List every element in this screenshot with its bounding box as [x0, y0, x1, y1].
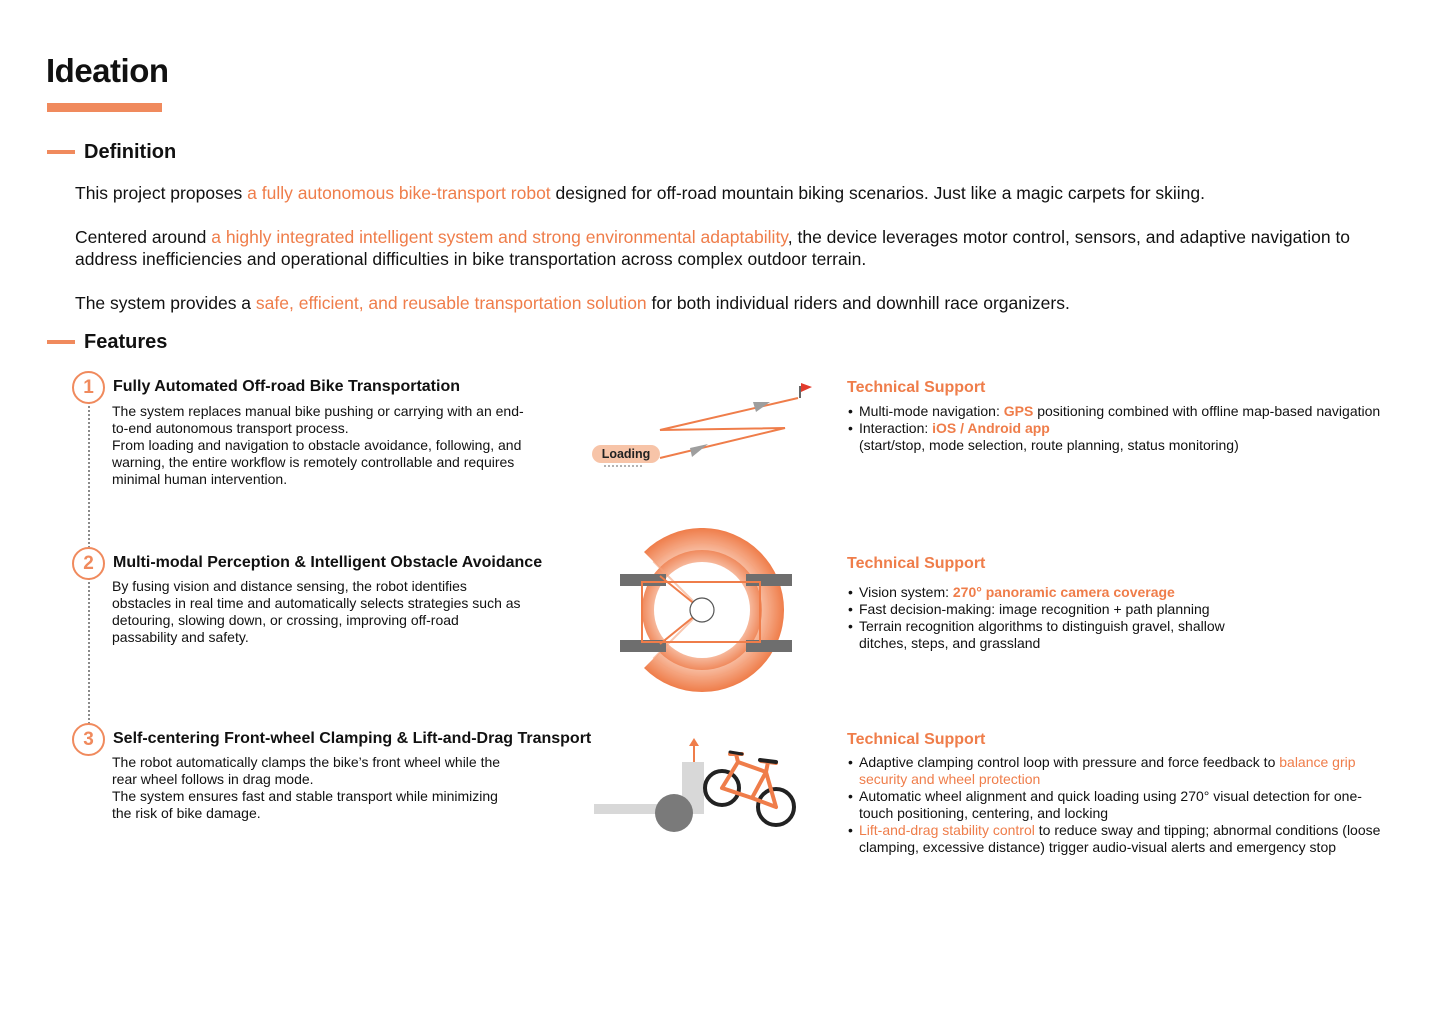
definition-paragraph-1 — [75, 182, 1395, 204]
technical-support-title: Technical Support — [847, 731, 986, 748]
description-line: From loading and navigation to obstacle avoidance, following, and warning, the entire workflow is remotely controllable and requires minimal human intervention. — [112, 437, 522, 487]
definition-paragraph-2 — [75, 226, 1395, 270]
features-heading-label: Features — [84, 330, 168, 353]
text: positioning combined with offline map-based navigation — [1033, 403, 1381, 419]
highlight-text: GPS — [1003, 403, 1034, 419]
section-dash — [47, 340, 75, 344]
technical-support-list — [847, 403, 1392, 454]
feature-title: Self-centering Front-wheel Clamping & Lift-and-Drag Transport — [113, 730, 592, 747]
definition-heading — [47, 140, 176, 164]
definition-paragraph-3 — [75, 292, 1395, 314]
features-heading — [47, 330, 167, 354]
up-arrow-icon — [689, 738, 699, 746]
description-line: By fusing vision and distance sensing, the robot identifies obstacles in real time and automatically selects strategies such as detouring, slowing down, or crossing, improving off-road passability and safety. — [112, 578, 521, 645]
text: for both individual riders and downhill race organizers. — [646, 293, 1070, 313]
technical-support-title: Technical Support — [847, 379, 986, 396]
highlight-text: Lift-and-drag stability control — [859, 822, 1035, 838]
feature-number-badge: 1 — [72, 371, 105, 404]
section-dash — [47, 150, 75, 154]
highlight-text: safe, efficient, and reusable transportation solution — [255, 293, 647, 313]
technical-support-list — [847, 754, 1382, 856]
text: to reduce sway and tipping; abnormal conditions (loose clamping, excessive distance) trigger audio-visual alerts and emergency stop — [859, 822, 1381, 855]
route-line — [660, 398, 798, 458]
feature-title: Fully Automated Off-road Bike Transportation — [113, 378, 460, 395]
technical-support-title: Technical Support — [847, 555, 986, 572]
list-item — [847, 584, 1247, 601]
feature-number-badge: 2 — [72, 547, 105, 580]
text: Centered around — [75, 227, 212, 247]
bike-handlebar — [730, 752, 742, 754]
list-item — [847, 601, 1247, 618]
robot-wheel — [655, 794, 693, 832]
feature-number-badge: 3 — [72, 723, 105, 756]
arrow-icon — [690, 444, 708, 457]
highlight-text: a fully autonomous bike-transport robot — [247, 183, 551, 203]
text: designed for off-road mountain biking scenarios. Just like a magic carpets for skiing. — [550, 183, 1205, 203]
list-item — [847, 403, 1392, 420]
text: (start/stop, mode selection, route planning, status monitoring) — [859, 437, 1239, 453]
text: Interaction: — [859, 420, 933, 436]
panoramic-vision-illustration — [612, 528, 802, 693]
bike-seat — [760, 760, 776, 762]
loading-label: Loading — [601, 447, 651, 461]
description-line: The robot automatically clamps the bike’s front wheel while the rear wheel follows in drag mode. — [112, 754, 501, 787]
flag-icon — [801, 383, 812, 392]
text: This project proposes — [75, 183, 248, 203]
list-item — [847, 822, 1382, 856]
technical-support-list — [847, 584, 1247, 652]
highlight-text: a highly integrated intelligent system and strong environmental adaptability — [211, 227, 788, 247]
description-line: The system ensures fast and stable transport while minimizing the risk of bike damage. — [112, 788, 498, 821]
list-item — [847, 420, 1392, 454]
lift-and-drag-illustration — [590, 736, 810, 836]
text: Fast decision-making: image recognition + path planning — [859, 601, 1210, 617]
camera-icon — [690, 598, 714, 622]
list-item — [847, 618, 1247, 652]
highlight-text: balance grip security and wheel protection — [859, 754, 1356, 787]
title-underline — [47, 103, 162, 112]
navigation-path-illustration — [590, 378, 820, 478]
arrow-icon — [753, 402, 770, 412]
text: Terrain recognition algorithms to distinguish gravel, shallow ditches, steps, and grassland — [859, 618, 1225, 651]
text: Adaptive clamping control loop with pressure and force feedback to — [859, 754, 1280, 770]
list-item — [847, 754, 1382, 788]
highlight-text: 270° panoramic camera coverage — [952, 584, 1175, 600]
feature-title: Multi-modal Perception & Intelligent Obstacle Avoidance — [113, 554, 543, 571]
text: Automatic wheel alignment and quick loading using 270° visual detection for one-touch positioning, centering, and locking — [859, 788, 1362, 821]
text: Multi-mode navigation: — [859, 403, 1004, 419]
text: Vision system: — [859, 584, 953, 600]
feature-description — [112, 403, 537, 488]
highlight-text: iOS / Android app — [932, 420, 1050, 436]
page-title: Ideation — [46, 52, 169, 89]
text: , the device leverages motor control, sensors, and adaptive navigation to address inefficiencies and operational difficulties in bike transportation across complex outdoor terrain. — [75, 227, 1351, 269]
text: The system provides a — [75, 293, 256, 313]
description-line: The system replaces manual bike pushing or carrying with an end-to-end autonomous transport process. — [112, 403, 524, 436]
feature-description — [112, 754, 512, 822]
feature-description — [112, 578, 522, 646]
definition-heading-label: Definition — [84, 140, 177, 163]
robot-track — [746, 574, 792, 586]
list-item — [847, 788, 1382, 822]
